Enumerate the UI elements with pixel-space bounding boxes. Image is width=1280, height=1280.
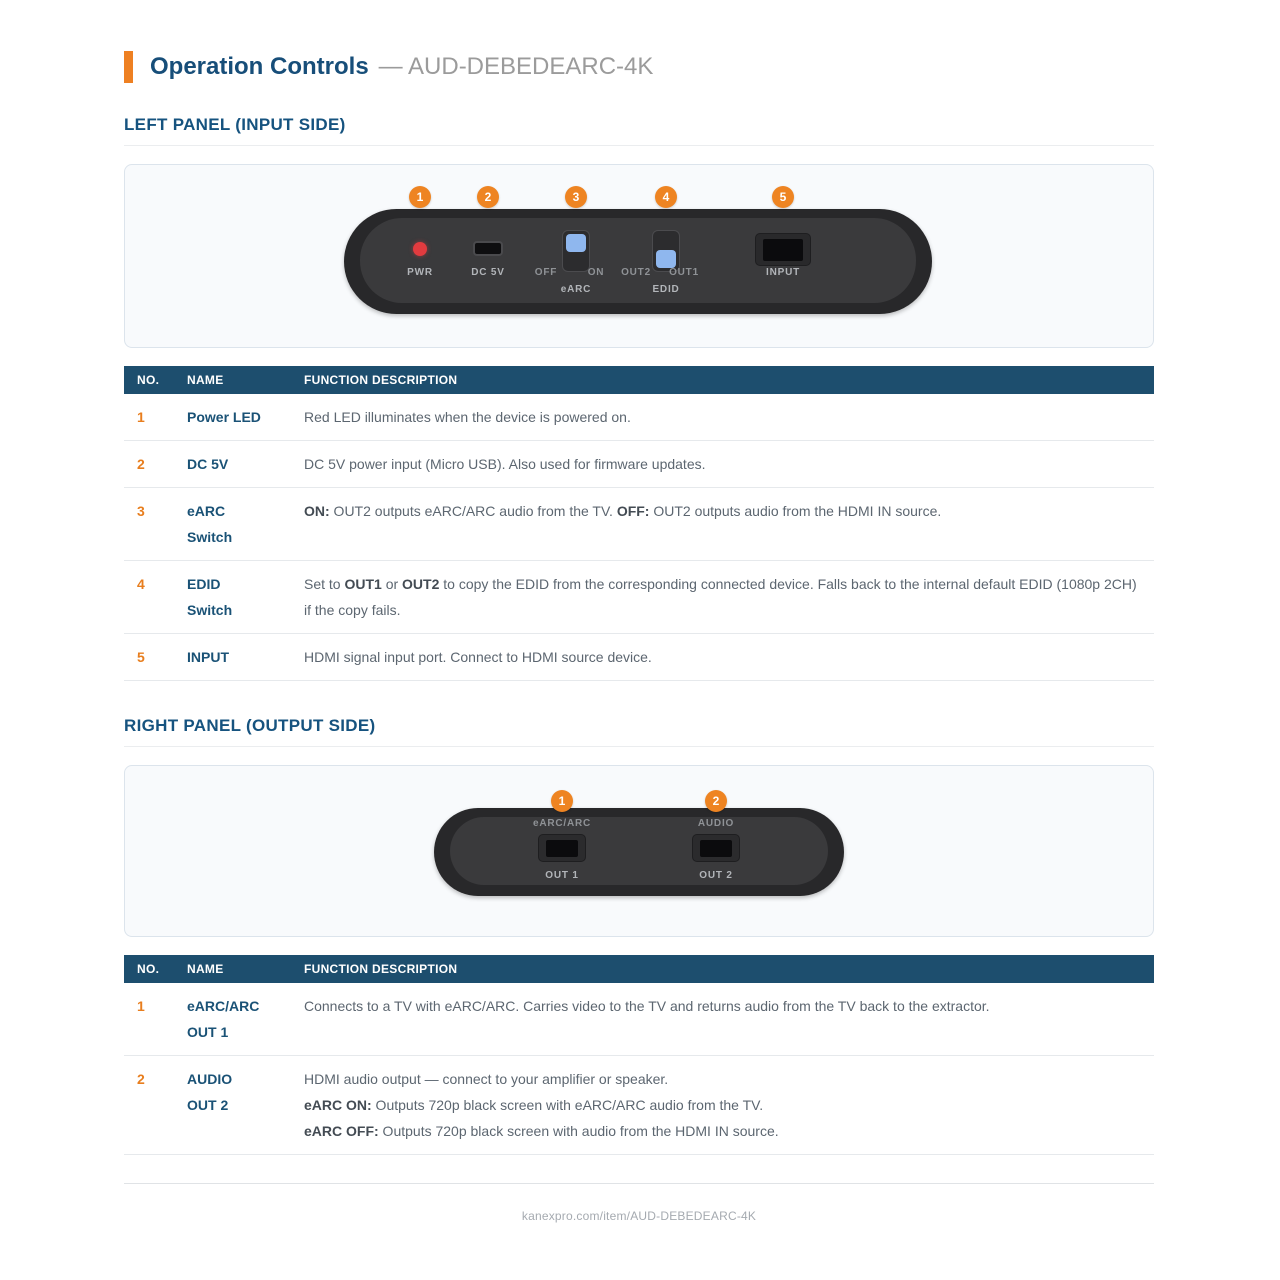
table-row — [124, 488, 1154, 561]
edid-out2-label: OUT2 — [621, 267, 651, 278]
table-row — [124, 561, 1154, 634]
out2-top-label: AUDIO — [697, 818, 735, 829]
row-description: Set to OUT1 or OUT2 to copy the EDID from the corresponding connected device. Falls back to the internal default EDID (1080p 2CH) if the copy fails. — [304, 576, 1137, 618]
row-description: Connects to a TV with eARC/ARC. Carries video to the TV and returns audio from the TV back to the extractor. — [304, 998, 990, 1014]
row-description: DC 5V power input (Micro USB). Also used for firmware updates. — [304, 456, 706, 472]
out2-bottom-label: OUT 2 — [699, 870, 733, 881]
row-number: 5 — [137, 649, 145, 665]
table-row — [124, 394, 1154, 441]
table-row — [124, 983, 1154, 1056]
row-number: 4 — [137, 576, 145, 592]
hdmi-out1-port-inner — [546, 840, 578, 857]
row-number: 2 — [137, 1071, 145, 1087]
hdmi-input-port — [755, 233, 811, 266]
callout-badge-5: 5 — [772, 186, 794, 208]
column-header: NO. — [137, 962, 160, 976]
row-name: DC 5V — [187, 456, 229, 472]
edid-switch-knob — [656, 250, 676, 268]
column-header: FUNCTION DESCRIPTION — [304, 373, 458, 387]
table-header-row — [124, 955, 1154, 983]
device-face — [450, 817, 828, 885]
hdmi-out2-port-inner — [700, 840, 732, 857]
left-panel-illustration — [124, 164, 1154, 348]
edid-switch — [652, 230, 680, 272]
right-panel-illustration — [124, 765, 1154, 937]
edid-out1-label: OUT1 — [669, 267, 699, 278]
column-header: NO. — [137, 373, 160, 387]
hdmi-out1-port — [538, 834, 586, 862]
pwr-label: PWR — [407, 267, 433, 278]
earc-switch — [562, 230, 590, 272]
row-number: 1 — [137, 998, 145, 1014]
callout-badge-out1: 1 — [551, 790, 573, 812]
table-row — [124, 441, 1154, 488]
page-content — [124, 0, 1154, 1223]
earc-off-label: OFF — [534, 267, 558, 278]
device-face — [360, 218, 916, 303]
left-panel-heading: LEFT PANEL (INPUT SIDE) — [124, 115, 1154, 146]
table-header-row — [124, 366, 1154, 394]
row-description: ON: OUT2 outputs eARC/ARC audio from the TV. OFF: OUT2 outputs audio from the HDMI IN source. — [304, 503, 942, 519]
row-name: eARC Switch — [187, 503, 233, 545]
callout-badge-3: 3 — [565, 186, 587, 208]
earc-switch-knob — [566, 234, 586, 252]
out1-bottom-label: OUT 1 — [545, 870, 579, 881]
device-left-panel — [344, 209, 932, 314]
row-number: 2 — [137, 456, 145, 472]
right-panel-heading: RIGHT PANEL (OUTPUT SIDE) — [124, 716, 1154, 747]
title-accent-bar — [124, 51, 133, 83]
row-name: INPUT — [187, 649, 229, 665]
callout-badge-1: 1 — [409, 186, 431, 208]
column-header: FUNCTION DESCRIPTION — [304, 962, 458, 976]
hdmi-out2-port — [692, 834, 740, 862]
callout-badge-2: 2 — [477, 186, 499, 208]
column-header: NAME — [187, 962, 224, 976]
micro-usb-port — [473, 241, 503, 256]
edid-switch-label: EDID — [652, 284, 680, 295]
dc5v-label: DC 5V — [471, 267, 505, 278]
page-title-model: — AUD-DEBEDEARC-4K — [378, 53, 654, 80]
callout-badge-4: 4 — [655, 186, 677, 208]
right-panel-function-table — [124, 955, 1154, 1155]
table-row — [124, 634, 1154, 681]
footer-url: kanexpro.com/item/AUD-DEBEDEARC-4K — [521, 1209, 757, 1223]
row-name: eARC/ARC OUT 1 — [187, 998, 260, 1040]
out1-top-label: eARC/ARC — [532, 818, 592, 829]
row-description: HDMI signal input port. Connect to HDMI source device. — [304, 649, 652, 665]
row-name: EDID Switch — [187, 576, 233, 618]
row-number: 3 — [137, 503, 145, 519]
device-right-panel — [434, 808, 844, 896]
earc-on-label: ON — [587, 267, 605, 278]
power-led-indicator — [413, 242, 427, 256]
input-label: INPUT — [766, 267, 800, 278]
callout-badge-out2: 2 — [705, 790, 727, 812]
row-name: AUDIO OUT 2 — [187, 1071, 233, 1113]
column-header: NAME — [187, 373, 224, 387]
page-title — [124, 50, 1154, 84]
footer-divider — [124, 1155, 1154, 1184]
row-number: 1 — [137, 409, 145, 425]
left-panel-function-table — [124, 366, 1154, 681]
table-row — [124, 1056, 1154, 1155]
hdmi-input-port-inner — [763, 239, 803, 261]
row-description: HDMI audio output — connect to your amplifier or speaker. eARC ON: Outputs 720p black screen with eARC/ARC audio from the TV. eARC OFF: Outputs 720p black screen with audio from the HDMI IN source. — [304, 1071, 779, 1139]
row-description: Red LED illuminates when the device is powered on. — [304, 409, 631, 425]
row-name: Power LED — [187, 409, 261, 425]
earc-switch-label: eARC — [560, 284, 592, 295]
page-title-text: Operation Controls — [150, 53, 369, 80]
